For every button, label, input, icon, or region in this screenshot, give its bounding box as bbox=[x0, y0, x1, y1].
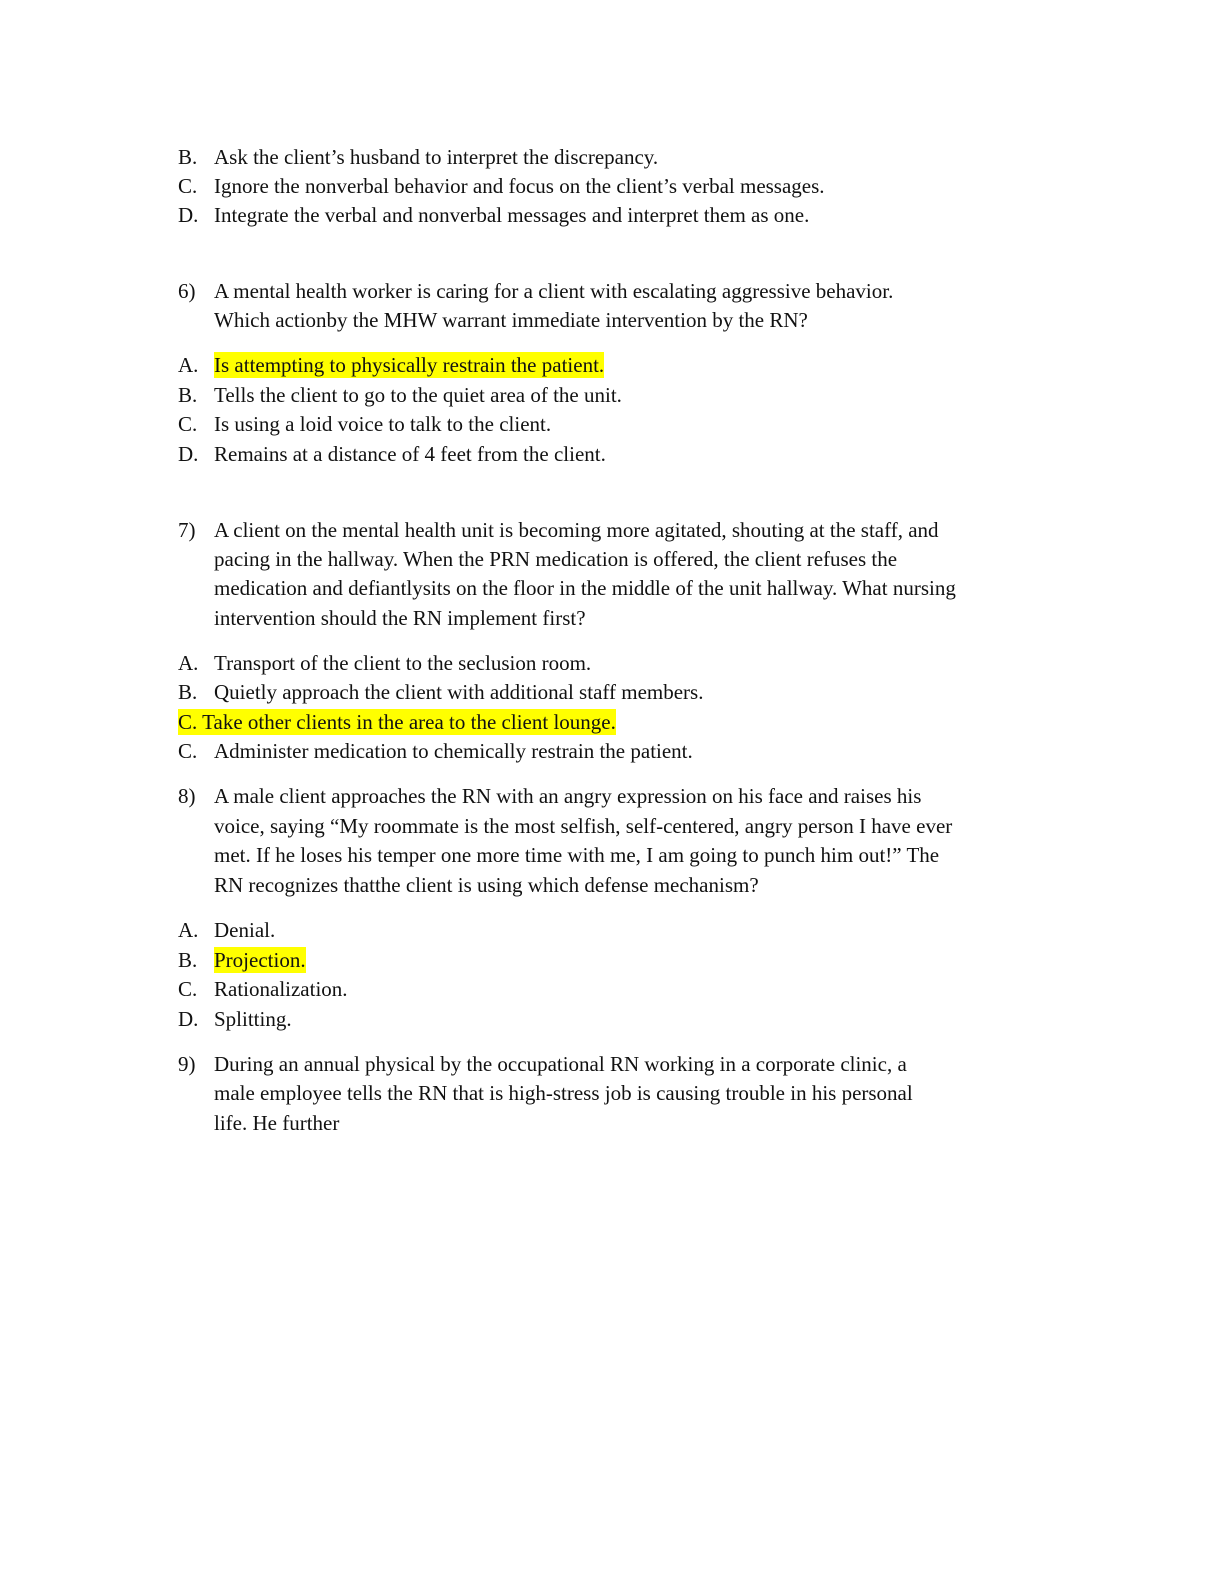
option-letter: B. bbox=[178, 383, 198, 407]
option-text: Remains at a distance of 4 feet from the client. bbox=[214, 442, 606, 466]
option-text: Take other clients in the area to the client lounge. bbox=[202, 710, 616, 734]
option-letter: C. bbox=[178, 739, 198, 763]
option-text: Denial. bbox=[214, 918, 276, 942]
highlighted-answer: Is attempting to physically restrain the patient. bbox=[214, 353, 605, 377]
question-text: During an annual physical by the occupational RN working in a corporate clinic, a bbox=[214, 1052, 907, 1076]
question-number: 8) bbox=[178, 784, 196, 808]
option-letter: C. bbox=[178, 412, 198, 436]
question-text: A male client approaches the RN with an angry expression on his face and raises his bbox=[214, 784, 922, 808]
question-number: 7) bbox=[178, 518, 196, 542]
option-letter: D. bbox=[178, 1007, 199, 1031]
highlighted-answer: Projection. bbox=[214, 948, 306, 972]
option-letter: A. bbox=[178, 918, 199, 942]
option-text: Tells the client to go to the quiet area of the unit. bbox=[214, 383, 622, 407]
highlighted-answer bbox=[178, 709, 616, 735]
question-text: medication and defiantlysits on the floor in the middle of the unit hallway. What nursing bbox=[214, 576, 956, 600]
option-letter: B. bbox=[178, 145, 198, 169]
option-letter: C. bbox=[178, 710, 198, 734]
option-text: Ignore the nonverbal behavior and focus on the client’s verbal messages. bbox=[214, 174, 825, 198]
option-text: Splitting. bbox=[214, 1007, 292, 1031]
question-text: intervention should the RN implement first? bbox=[214, 606, 586, 630]
option-text: Is using a loid voice to talk to the client. bbox=[214, 412, 552, 436]
option-text: Rationalization. bbox=[214, 977, 348, 1001]
option-text: Transport of the client to the seclusion room. bbox=[214, 651, 592, 675]
question-text: life. He further bbox=[214, 1111, 340, 1135]
question-text: Which actionby the MHW warrant immediate intervention by the RN? bbox=[214, 308, 808, 332]
option-letter: A. bbox=[178, 353, 199, 377]
question-text: A mental health worker is caring for a client with escalating aggressive behavior. bbox=[214, 279, 894, 303]
option-text: Quietly approach the client with additional staff members. bbox=[214, 680, 704, 704]
option-letter: A. bbox=[178, 651, 199, 675]
option-text: Integrate the verbal and nonverbal messages and interpret them as one. bbox=[214, 203, 810, 227]
option-letter: B. bbox=[178, 680, 198, 704]
question-text: met. If he loses his temper one more time with me, I am going to punch him out!” The bbox=[214, 843, 940, 867]
question-text: RN recognizes thatthe client is using which defense mechanism? bbox=[214, 873, 759, 897]
question-text: A client on the mental health unit is becoming more agitated, shouting at the staff, and bbox=[214, 518, 939, 542]
option-letter: B. bbox=[178, 948, 198, 972]
option-letter: C. bbox=[178, 977, 198, 1001]
question-number: 6) bbox=[178, 279, 196, 303]
question-text: male employee tells the RN that is high-stress job is causing trouble in his personal bbox=[214, 1081, 913, 1105]
option-letter: D. bbox=[178, 442, 199, 466]
question-text: voice, saying “My roommate is the most selfish, self-centered, angry person I have ever bbox=[214, 814, 953, 838]
option-letter: C. bbox=[178, 174, 198, 198]
question-number: 9) bbox=[178, 1052, 196, 1076]
option-text: Administer medication to chemically restrain the patient. bbox=[214, 739, 693, 763]
option-letter: D. bbox=[178, 203, 199, 227]
option-text: Ask the client’s husband to interpret the discrepancy. bbox=[214, 145, 659, 169]
question-text: pacing in the hallway. When the PRN medication is offered, the client refuses the bbox=[214, 547, 898, 571]
